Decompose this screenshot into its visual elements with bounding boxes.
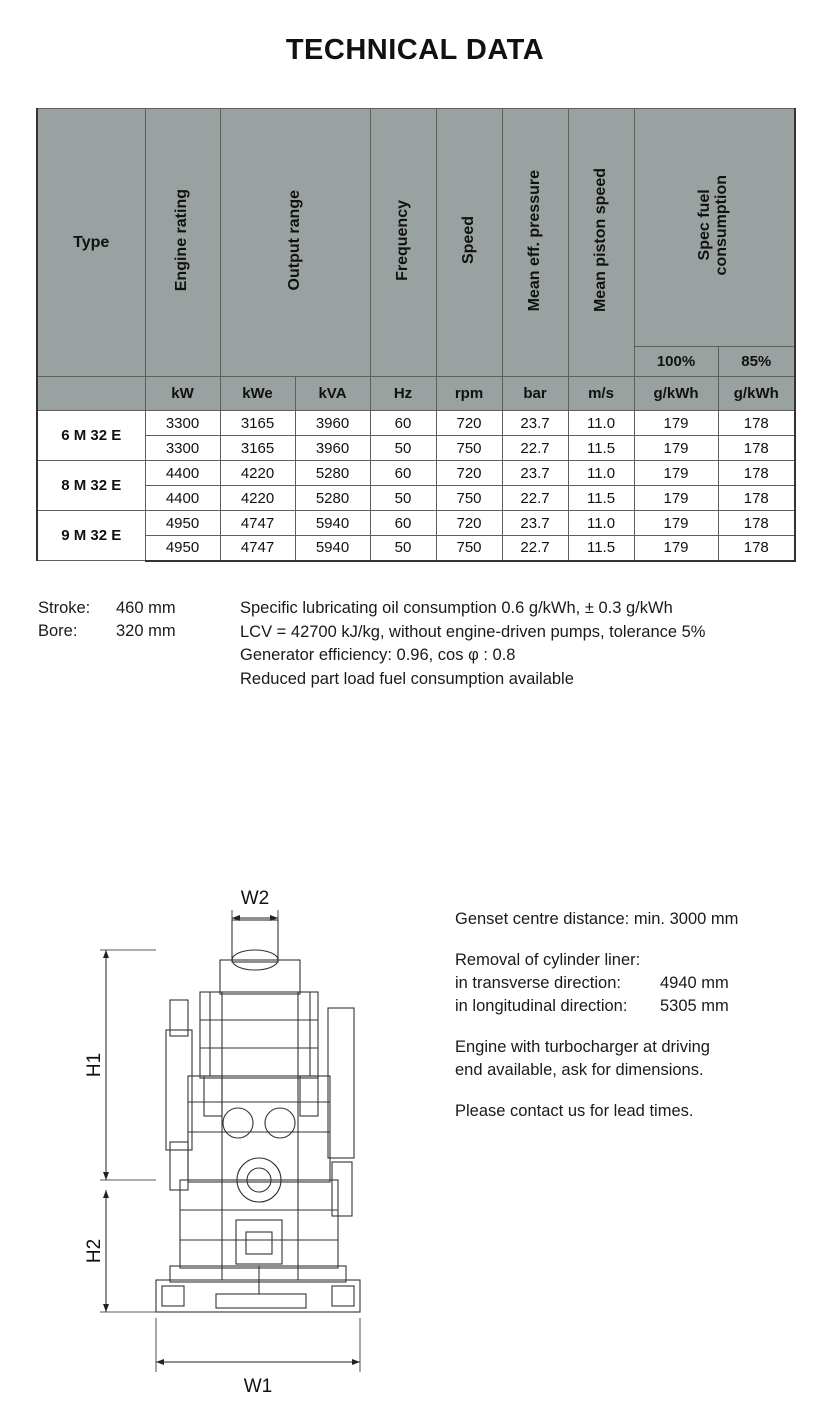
row-type: 9 M 32 E: [37, 511, 145, 561]
unit-hz: Hz: [370, 377, 436, 411]
turbocharger-note: [455, 1036, 738, 1082]
cell-kva: 3960: [295, 411, 370, 436]
table-row: [37, 411, 795, 436]
cell-ms: 11.5: [568, 436, 634, 461]
unit-ms: m/s: [568, 377, 634, 411]
liner-longitudinal-value: 5305 mm: [660, 997, 729, 1015]
note-line: LCV = 42700 kJ/kg, without engine-driven pumps, tolerance 5%: [240, 622, 706, 641]
header-sfc-100: 100%: [634, 347, 718, 377]
table-row: [37, 511, 795, 536]
cell-bar: 23.7: [502, 411, 568, 436]
h2-label: H2: [84, 1238, 105, 1264]
cell-sfc85: 178: [718, 461, 795, 486]
table-row: [37, 436, 795, 461]
genset-centre-distance: Genset centre distance: min. 3000 mm: [455, 910, 739, 928]
cell-bar: 22.7: [502, 436, 568, 461]
table-row: [37, 461, 795, 486]
cell-kw: 3300: [145, 436, 220, 461]
page-title: TECHNICAL DATA: [285, 34, 545, 66]
row-type: 8 M 32 E: [37, 461, 145, 511]
cell-hz: 60: [370, 461, 436, 486]
cell-bar: 22.7: [502, 536, 568, 561]
engine-dimensions-notes: [38, 597, 236, 643]
technical-data-table-wrapper: [36, 108, 794, 562]
liner-transverse: [455, 972, 738, 995]
note-line: Specific lubricating oil consumption 0.6 g/kWh, ± 0.3 g/kWh: [240, 599, 673, 617]
cell-rpm: 750: [436, 436, 502, 461]
cell-kw: 4950: [145, 536, 220, 561]
engine-drawing-svg: [70, 880, 410, 1400]
liner-transverse-label: in transverse direction:: [455, 974, 621, 992]
bore-label: Bore:: [38, 622, 78, 640]
cell-kva: 5940: [295, 511, 370, 536]
cell-sfc85: 178: [718, 511, 795, 536]
liner-title: Removal of cylinder liner:: [455, 951, 641, 969]
cell-kva: 5280: [295, 461, 370, 486]
bore-value: 320 mm: [116, 622, 176, 640]
unit-bar: bar: [502, 377, 568, 411]
engine-dimension-drawing: [70, 880, 410, 1400]
stroke-label: Stroke:: [38, 599, 91, 617]
technical-data-table: [36, 108, 796, 562]
unit-sfc-85: g/kWh: [718, 377, 795, 411]
consumption-notes: [240, 597, 705, 691]
cell-ms: 11.5: [568, 536, 634, 561]
cell-hz: 50: [370, 536, 436, 561]
cell-sfc85: 178: [718, 536, 795, 561]
liner-transverse-value: 4940 mm: [660, 974, 729, 992]
turbo-line-2: end available, ask for dimensions.: [455, 1061, 704, 1079]
cylinder-liner-removal: [455, 949, 738, 1018]
cell-kw: 4400: [145, 486, 220, 511]
bore-row: [38, 620, 236, 643]
cell-kw: 4950: [145, 511, 220, 536]
unit-type: [37, 377, 145, 411]
cell-hz: 60: [370, 511, 436, 536]
cell-rpm: 720: [436, 511, 502, 536]
cell-hz: 60: [370, 411, 436, 436]
row-type: 6 M 32 E: [37, 411, 145, 461]
w2-label: W2: [240, 888, 270, 909]
cell-rpm: 750: [436, 536, 502, 561]
note-line: Generator efficiency: 0.96, cos φ : 0.8: [240, 646, 516, 664]
cell-ms: 11.5: [568, 486, 634, 511]
unit-kwe: kWe: [220, 377, 295, 411]
lead-times-note: Please contact us for lead times.: [455, 1102, 694, 1120]
stroke-value: 460 mm: [116, 599, 176, 617]
header-spec-fuel-consumption: Spec fuel consumption: [634, 109, 795, 347]
cell-kwe: 3165: [220, 411, 295, 436]
header-frequency: Frequency: [370, 109, 436, 377]
cell-kw: 4400: [145, 461, 220, 486]
cell-kva: 5280: [295, 486, 370, 511]
cell-kva: 5940: [295, 536, 370, 561]
cell-ms: 11.0: [568, 411, 634, 436]
unit-sfc-100: g/kWh: [634, 377, 718, 411]
cell-bar: 23.7: [502, 511, 568, 536]
header-engine-rating: Engine rating: [145, 109, 220, 377]
cell-kwe: 4220: [220, 486, 295, 511]
cell-rpm: 720: [436, 411, 502, 436]
cell-kwe: 3165: [220, 436, 295, 461]
cell-sfc85: 178: [718, 436, 795, 461]
note-line: Reduced part load fuel consumption available: [240, 669, 574, 688]
header-output-range: Output range: [220, 109, 370, 377]
header-mean-eff-pressure: Mean eff. pressure: [502, 109, 568, 377]
h1-label: H1: [84, 1052, 105, 1078]
liner-longitudinal: [455, 995, 738, 1018]
cell-kwe: 4220: [220, 461, 295, 486]
cell-kwe: 4747: [220, 536, 295, 561]
cell-bar: 23.7: [502, 461, 568, 486]
header-mean-piston-speed: Mean piston speed: [568, 109, 634, 377]
cell-kwe: 4747: [220, 511, 295, 536]
unit-kw: kW: [145, 377, 220, 411]
cell-sfc100: 179: [634, 436, 718, 461]
cell-hz: 50: [370, 436, 436, 461]
cell-sfc100: 179: [634, 411, 718, 436]
header-speed: Speed: [436, 109, 502, 377]
cell-sfc100: 179: [634, 461, 718, 486]
table-row: [37, 486, 795, 511]
turbo-line-1: Engine with turbocharger at driving: [455, 1038, 710, 1056]
header-sfc-85: 85%: [718, 347, 795, 377]
cell-sfc85: 178: [718, 486, 795, 511]
cell-kva: 3960: [295, 436, 370, 461]
cell-rpm: 720: [436, 461, 502, 486]
additional-info: [455, 908, 738, 1141]
table-row: [37, 536, 795, 561]
cell-bar: 22.7: [502, 486, 568, 511]
cell-sfc100: 179: [634, 536, 718, 561]
cell-kw: 3300: [145, 411, 220, 436]
unit-rpm: rpm: [436, 377, 502, 411]
cell-sfc100: 179: [634, 511, 718, 536]
stroke-row: [38, 597, 236, 620]
cell-sfc100: 179: [634, 486, 718, 511]
cell-hz: 50: [370, 486, 436, 511]
cell-ms: 11.0: [568, 461, 634, 486]
cell-ms: 11.0: [568, 511, 634, 536]
cell-sfc85: 178: [718, 411, 795, 436]
unit-kva: kVA: [295, 377, 370, 411]
w1-label: W1: [243, 1376, 273, 1397]
liner-longitudinal-label: in longitudinal direction:: [455, 997, 628, 1015]
header-type: Type: [37, 109, 145, 377]
cell-rpm: 750: [436, 486, 502, 511]
